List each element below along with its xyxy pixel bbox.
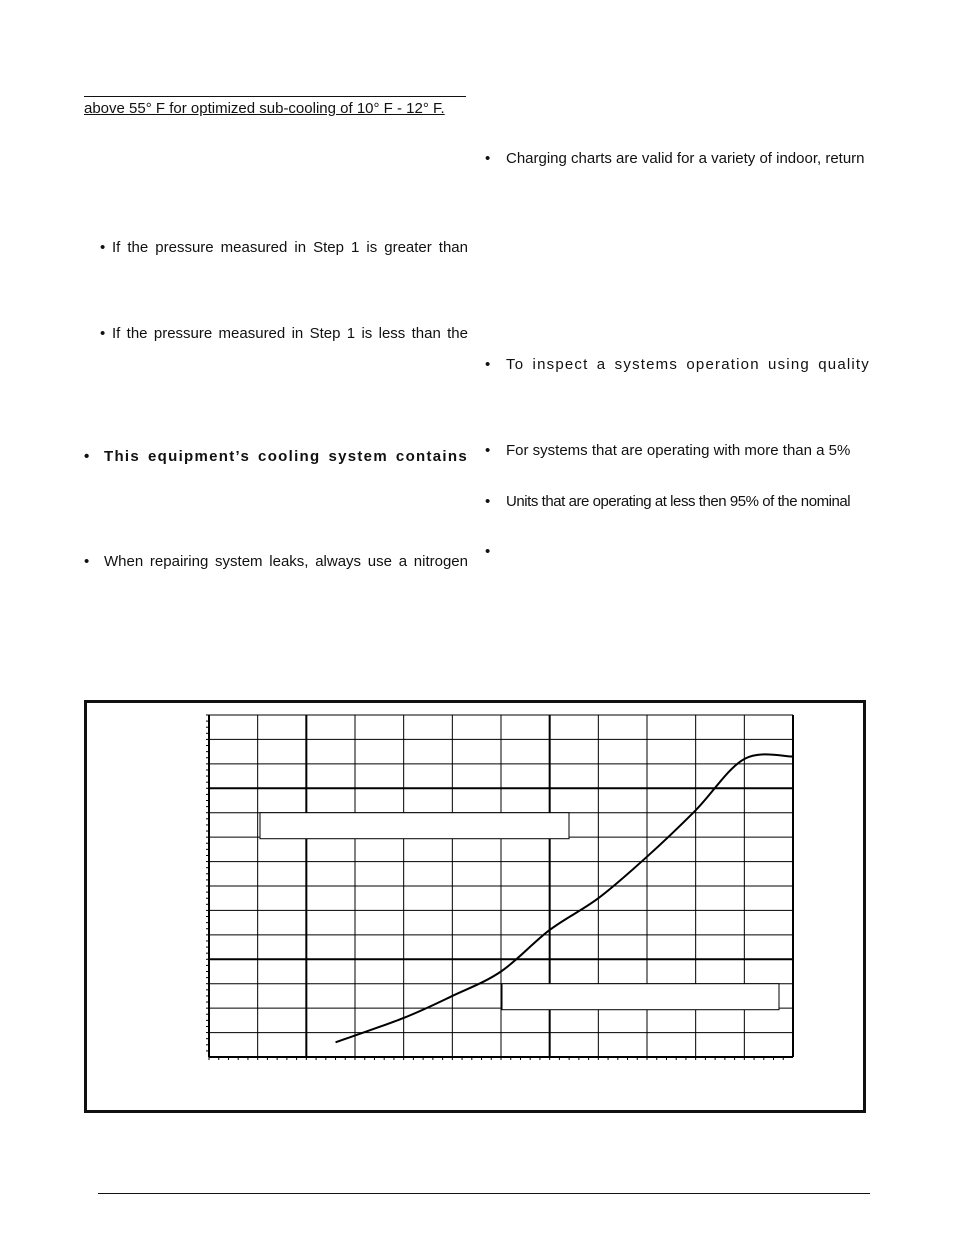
bullet-marker: • bbox=[485, 356, 491, 373]
bullet-marker: • bbox=[100, 239, 106, 256]
bullet-marker: • bbox=[84, 553, 90, 570]
bullet-marker: • bbox=[485, 442, 491, 459]
bullet-item bbox=[84, 448, 468, 465]
top-rule bbox=[84, 96, 466, 97]
footer-rule bbox=[98, 1193, 870, 1194]
bullet-item bbox=[485, 493, 870, 510]
bullet-item bbox=[485, 356, 870, 373]
bullet-text: To inspect a systems operation using quality bbox=[506, 356, 870, 373]
bullet-marker: • bbox=[485, 493, 491, 510]
bullet-text: For systems that are operating with more than a 5% bbox=[506, 442, 851, 459]
sub-bullet-text: If the pressure measured in Step 1 is less than the bbox=[112, 325, 468, 342]
bullet-item bbox=[485, 543, 870, 560]
bullet-marker: • bbox=[485, 150, 491, 167]
annotation-box bbox=[260, 813, 569, 839]
bullet-item bbox=[84, 553, 468, 570]
charging-chart bbox=[87, 703, 863, 1110]
bullet-text: Units that are operating at less then 95% of the nominal bbox=[506, 493, 851, 510]
bullet-item bbox=[485, 442, 870, 459]
bullet-marker: • bbox=[485, 543, 491, 560]
bullet-item bbox=[485, 150, 870, 167]
annotation-box bbox=[502, 984, 779, 1010]
sub-bullet-text: If the pressure measured in Step 1 is greater than bbox=[112, 239, 468, 256]
bullet-text: Charging charts are valid for a variety of indoor, return bbox=[506, 150, 865, 167]
annotation-boxes bbox=[260, 813, 779, 1010]
top-note: above 55° F for optimized sub-cooling of 10° F - 12° F. bbox=[84, 100, 445, 117]
bullet-text: When repairing system leaks, always use a nitrogen bbox=[104, 553, 468, 570]
chart-frame bbox=[84, 700, 866, 1113]
bullet-marker: • bbox=[100, 325, 106, 342]
sub-bullet-item bbox=[100, 325, 468, 342]
bullet-text-bold: This equipment’s cooling system contains bbox=[104, 448, 468, 465]
bullet-marker: • bbox=[84, 448, 91, 465]
sub-bullet-item bbox=[100, 239, 468, 256]
